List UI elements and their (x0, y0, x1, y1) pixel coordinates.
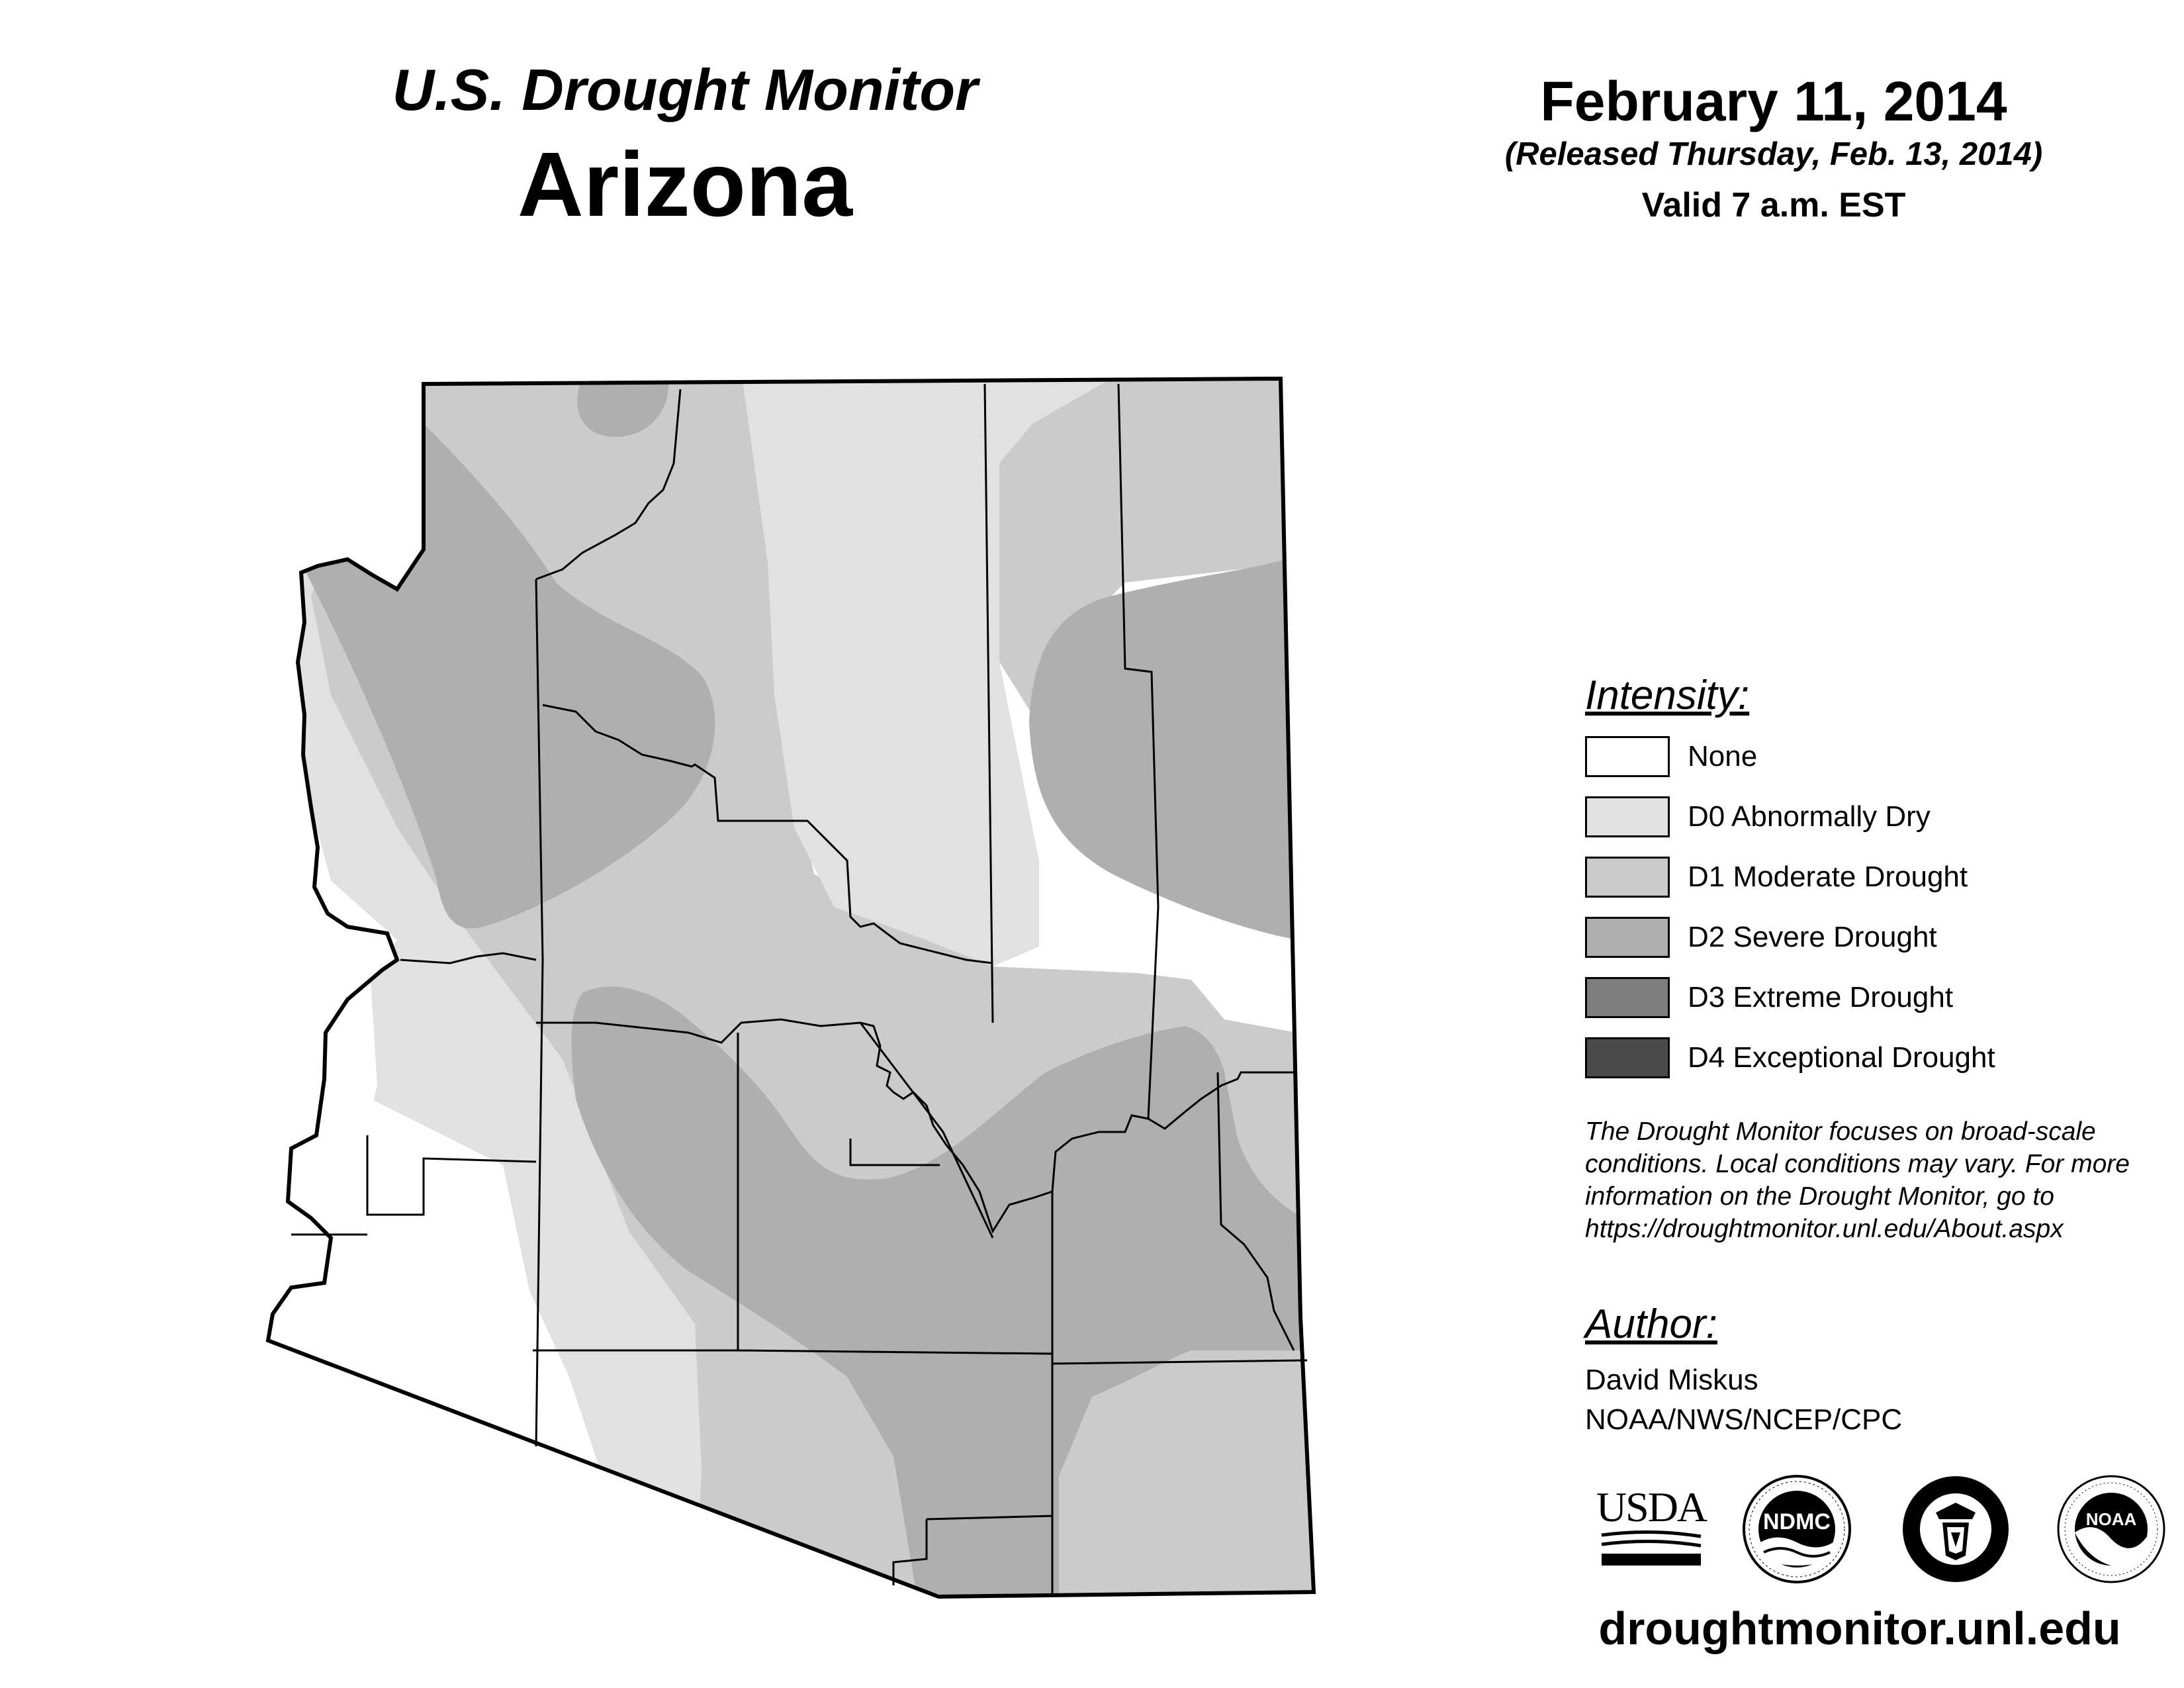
legend-item-d3 (1585, 977, 2181, 1021)
author-organization: NOAA/NWS/NCEP/CPC (1585, 1403, 1903, 1436)
legend-label-d0: D0 Abnormally Dry (1688, 800, 1931, 833)
valid-time: Valid 7 a.m. EST (1641, 186, 1906, 224)
legend-item-d2 (1585, 917, 2181, 961)
legend-label-none: None (1688, 740, 1758, 773)
state-name: Arizona (517, 134, 853, 236)
author-heading: Author: (1585, 1301, 1717, 1347)
legend-label-d2: D2 Severe Drought (1688, 921, 1937, 953)
disclaimer-note: The Drought Monitor focuses on broad-scale conditions. Local conditions may vary. For more information on the Drought Monitor, go to https://droughtmonitor.unl.edu/About.aspx (1585, 1117, 2130, 1243)
department-of-commerce-seal-icon (1899, 1473, 2012, 1585)
legend-item-none (1585, 736, 2181, 780)
legend-item-d0 (1585, 796, 2181, 840)
map-title: U.S. Drought Monitor (392, 57, 978, 122)
map-date: February 11, 2014 (1540, 70, 2007, 132)
legend-item-d1 (1585, 857, 2181, 900)
legend-swatch-none (1585, 736, 1670, 777)
author-name: David Miskus (1585, 1364, 1758, 1396)
legend-label-d4: D4 Exceptional Drought (1688, 1041, 1995, 1074)
legend-swatch-d2 (1585, 917, 1670, 958)
legend-swatch-d4 (1585, 1037, 1670, 1078)
legend-label-d1: D1 Moderate Drought (1688, 861, 1968, 893)
usda-logo (1595, 1483, 1707, 1569)
release-date: (Released Thursday, Feb. 13, 2014) (1504, 136, 2043, 172)
legend-swatch-d1 (1585, 857, 1670, 898)
legend-swatch-d3 (1585, 977, 1670, 1018)
usda-logo-text: USDA (1596, 1483, 1707, 1530)
noaa-logo (2055, 1473, 2167, 1585)
usda-logo-mark (1595, 1528, 1707, 1568)
legend-item-d4 (1585, 1037, 2181, 1081)
drought-monitor-url[interactable]: droughtmonitor.unl.edu (1598, 1603, 2121, 1654)
legend-title: Intensity: (1585, 673, 1750, 718)
ndmc-logo-text: NDMC (1763, 1509, 1831, 1534)
drought-zones (251, 371, 1324, 1615)
legend-swatch-d0 (1585, 796, 1670, 837)
ndmc-logo (1741, 1473, 1853, 1585)
commerce-logo (1899, 1473, 2012, 1585)
legend-label-d3: D3 Extreme Drought (1688, 981, 1954, 1013)
noaa-logo-text: NOAA (2085, 1509, 2137, 1529)
